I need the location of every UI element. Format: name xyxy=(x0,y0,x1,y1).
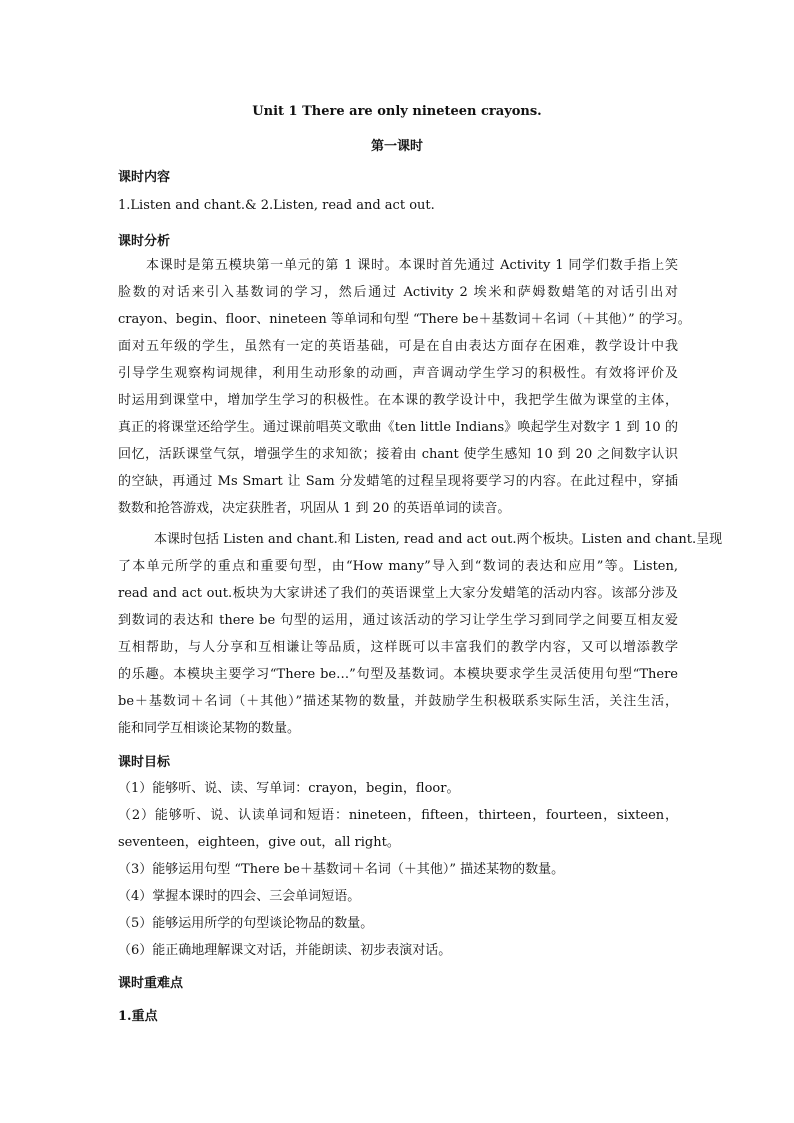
key-point-label: 1.重点 xyxy=(118,1009,158,1024)
analysis-line: 回忆，活跃课堂气氛，增强学生的求知欲；接着由 chant 使学生感知 10 到 20 之间数字认识 xyxy=(118,447,678,462)
analysis-line: read and act out.板块为大家讲述了我们的英语课堂上大家分发蜡笔的活动内容。该部分涉及 xyxy=(118,586,678,601)
goal-item: （3）能够运用句型 “There be＋基数词＋名词（＋其他）” 描述某物的数量。 xyxy=(118,862,565,877)
content-line: 1.Listen and chant.& 2.Listen, read and act out. xyxy=(118,198,435,213)
heading-content: 课时内容 xyxy=(118,170,171,185)
analysis-line: 本课时是第五模块第一单元的第 1 课时。本课时首先通过 Activity 1 同学们数手指上笑 xyxy=(146,258,678,273)
analysis-line: 的乐趣。本模块主要学习“There be…”句型及基数词。本模块要求学生灵活使用句型“There xyxy=(118,667,678,682)
analysis-line: 的空缺，再通过 Ms Smart 让 Sam 分发蜡笔的过程呈现将要学习的内容。在此过程中，穿插 xyxy=(118,474,678,489)
goal-item: （5）能够运用所学的句型谈论物品的数量。 xyxy=(118,916,374,931)
document-subtitle: 第一课时 xyxy=(370,139,423,154)
analysis-line: crayon、begin、floor、nineteen 等单词和句型 “There be＋基数词＋名词（＋其他）” 的学习。 xyxy=(118,312,691,327)
analysis-line: 能和同学互相谈论某物的数量。 xyxy=(118,721,301,736)
analysis-line: 互相帮助，与人分享和互相谦让等品质，这样既可以丰富我们的教学内容，又可以增添教学 xyxy=(118,640,678,655)
analysis-line: 到数词的表达和 there be 句型的运用，通过该活动的学习让学生学习到同学之间要互相友爱 xyxy=(118,613,678,628)
heading-analysis: 课时分析 xyxy=(118,234,171,249)
analysis-line: 引导学生观察构词规律，利用生动形象的动画，声音调动学生学习的积极性。有效将评价及 xyxy=(118,366,678,381)
analysis-line: 面对五年级的学生，虽然有一定的英语基础，可是在自由表达方面存在困难，教学设计中我 xyxy=(118,339,678,354)
analysis-line: 真正的将课堂还给学生。通过课前唱英文歌曲《ten little Indians》唤起学生对数字 1 到 10 的 xyxy=(118,420,678,435)
analysis-line: 了本单元所学的重点和重要句型，由“How many”导入到“数词的表达和应用”等。Listen, xyxy=(118,559,678,574)
analysis-line: 数数和抢答游戏，决定获胜者，巩固从 1 到 20 的英语单词的读音。 xyxy=(118,501,511,516)
analysis-line: be＋基数词＋名词（＋其他）”描述某物的数量，并鼓励学生积极联系实际生活，关注生活， xyxy=(118,694,678,709)
analysis-line: 时运用到课堂中，增加学生学习的积极性。在本课的教学设计中，我把学生做为课堂的主体， xyxy=(118,393,678,408)
goal-item: （1）能够听、说、读、写单词：crayon，begin，floor。 xyxy=(118,781,460,796)
goal-item: （4）掌握本课时的四会、三会单词短语。 xyxy=(118,889,361,904)
analysis-line: 脸数的对话来引入基数词的学习，然后通过 Activity 2 埃米和萨姆数蜡笔的对话引出对 xyxy=(118,285,678,300)
document-title: Unit 1 There are only nineteen crayons. xyxy=(252,104,542,119)
goal-item: （6）能正确地理解课文对话，并能朗读、初步表演对话。 xyxy=(118,943,452,958)
heading-goals: 课时目标 xyxy=(118,755,171,770)
analysis-line: 本课时包括 Listen and chant.和 Listen, read and act out.两个板块。Listen and chant.呈现 xyxy=(154,532,723,547)
goal-item: seventeen，eighteen，give out，all right。 xyxy=(118,835,400,850)
goal-item: （2）能够听、说、认读单词和短语：nineteen，fifteen，thirteen，fourteen，sixteen， xyxy=(118,808,678,823)
heading-key-points: 课时重难点 xyxy=(118,976,184,991)
